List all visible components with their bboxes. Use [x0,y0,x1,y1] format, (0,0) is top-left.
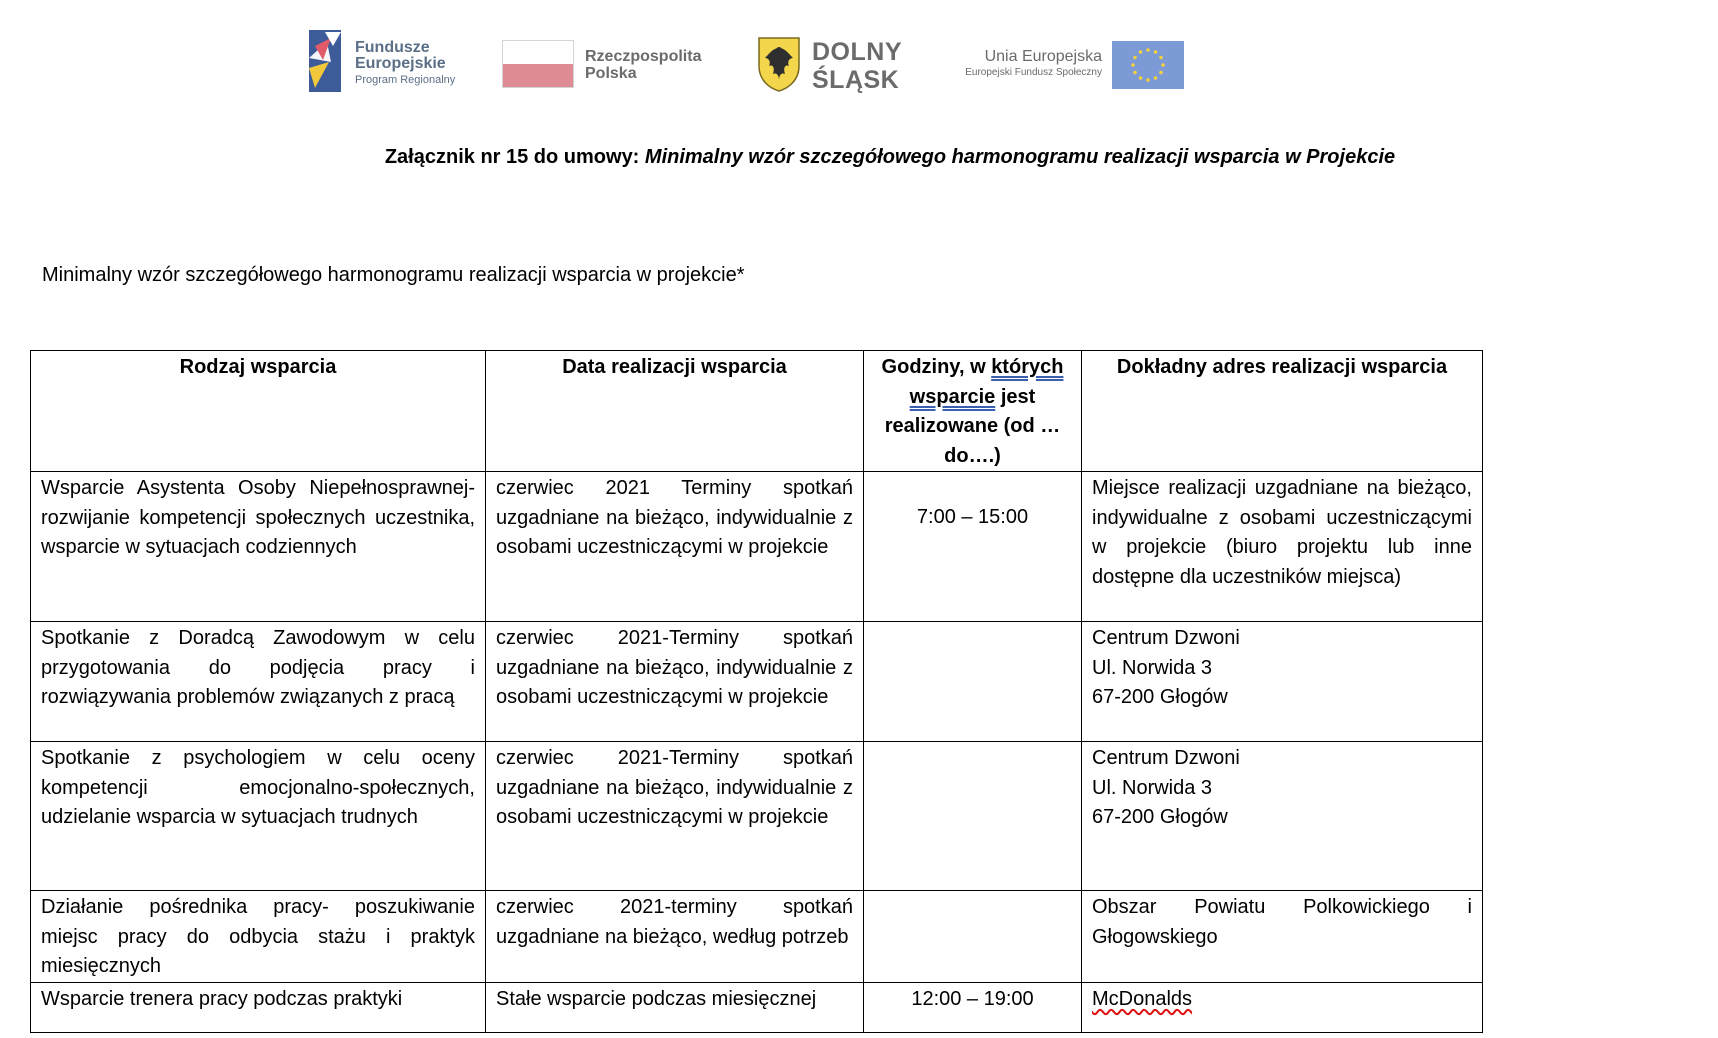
cell-godziny: 7:00 – 15:00 [864,472,1082,622]
document-subtitle: Minimalny wzór szczegółowego harmonogramu realizacji wsparcia w projekcie* [42,264,745,286]
header-adres: Dokładny adres realizacji wsparcia [1082,351,1483,472]
cell-data: czerwiec 2021-Terminy spotkań uzgadniane na bieżąco, indywidualnie z osobami uczestniczącymi w projekcie [486,622,864,742]
cell-rodzaj: Wsparcie trenera pracy podczas praktyki [31,982,486,1032]
adres-line-1: Centrum Dzwoni [1092,747,1240,769]
table-header-row [31,351,1483,472]
table-row [31,891,1483,983]
header-rodzaj: Rodzaj wsparcia [31,351,486,472]
heading-prefix: Załącznik nr 15 do umowy: [384,146,645,168]
eu-star-icon [1159,56,1163,60]
table-row [31,622,1483,742]
adres-spellcheck-word: McDonalds [1092,987,1193,1010]
cell-rodzaj: Spotkanie z Doradcą Zawodowym w celu przygotowania do podjęcia pracy i rozwiązywania problemów związanych z pracą [31,622,486,742]
logo-strip [305,28,1205,98]
cell-rodzaj: Spotkanie z psychologiem w celu oceny kompetencji emocjonalno-społecznych, udzielanie wsparcia w sytuacjach trudnych [31,742,486,891]
cell-godziny [864,742,1082,891]
header-godziny-grammar-2: wsparcie [909,385,996,408]
unia-line1: Unia Europejska [984,48,1102,65]
cell-data: czerwiec 2021-terminy spotkań uzgadniane na bieżąco, według potrzeb [486,891,864,983]
polish-flag-icon [502,40,574,88]
cell-adres [1082,622,1483,742]
cell-adres: Obszar Powiatu Polkowickiego i Głogowskiego [1082,891,1483,983]
table-row [31,472,1483,622]
eu-star-icon [1131,63,1135,67]
dolny-line: DOLNY [812,38,902,66]
cell-adres [1082,982,1483,1032]
eu-star-icon [1159,71,1163,75]
adres-line-1: Centrum Dzwoni [1092,627,1240,649]
eu-star-icon [1146,78,1150,82]
fundusze-line3: Program Regionalny [355,74,456,86]
cell-godziny: 12:00 – 19:00 [864,982,1082,1032]
rzeczpospolita-line1: Rzeczpospolita [585,48,702,65]
cell-adres: Miejsce realizacji uzgadniane na bieżąco, indywidualne z osobami uczestniczącymi w projekcie (biuro projektu lub inne dostępne dla uczestników miejsca) [1082,472,1483,622]
adres-line-3: 67-200 Głogów [1092,806,1228,828]
eu-star-icon [1154,50,1158,54]
heading-title: Minimalny wzór szczegółowego harmonogramu realizacji wsparcia w Projekcie [644,146,1396,168]
eu-star-icon [1133,71,1137,75]
fundusze-line2: Europejskie [355,55,446,72]
fundusze-europejskie-logo [305,28,456,99]
cell-data: Stałe wsparcie podczas miesięcznej [486,982,864,1032]
rzeczpospolita-line2: Polska [585,65,637,82]
header-data: Data realizacji wsparcia [486,351,864,472]
cell-godziny [864,622,1082,742]
fundusze-star-icon [305,28,345,94]
cell-rodzaj: Wsparcie Asystenta Osoby Niepełnosprawnej- rozwijanie kompetencji społecznych uczestnika, wsparcie w sytuacjach codziennych [31,472,486,622]
table-row [31,982,1483,1032]
table-row [31,742,1483,891]
cell-data: czerwiec 2021-Terminy spotkań uzgadniane na bieżąco, indywidualnie z osobami uczestniczącymi w projekcie [486,742,864,891]
cell-godziny [864,891,1082,983]
adres-line-3: 67-200 Głogów [1092,686,1228,708]
cell-rodzaj: Działanie pośrednika pracy- poszukiwanie miejsc pracy do odbycia stażu i praktyk miesięcznych [31,891,486,983]
cell-data: czerwiec 2021 Terminy spotkań uzgadniane na bieżąco, indywidualnie z osobami uczestniczącymi w projekcie [486,472,864,622]
eu-star-icon [1161,63,1165,67]
adres-line-2: Ul. Norwida 3 [1092,776,1213,799]
header-godziny: Godziny, w których wsparcie jest realizowane (od … do….) [864,351,1082,472]
unia-line2: Europejski Fundusz Społeczny [965,67,1102,78]
eu-star-icon [1139,76,1143,80]
eu-star-icon [1146,48,1150,52]
document-heading [0,146,1718,169]
fundusze-line1: Fundusze [355,39,430,56]
eu-flag-icon [1112,41,1184,89]
schedule-table [30,350,1483,1033]
adres-line-2: Ul. Norwida 3 [1092,656,1213,679]
slask-line: ŚLĄSK [812,66,900,94]
cell-adres [1082,742,1483,891]
eagle-crest-icon [757,36,801,92]
eu-star-icon [1154,76,1158,80]
header-godziny-grammar-1: których [991,356,1064,378]
eu-star-icon [1139,50,1143,54]
eu-star-icon [1133,56,1137,60]
